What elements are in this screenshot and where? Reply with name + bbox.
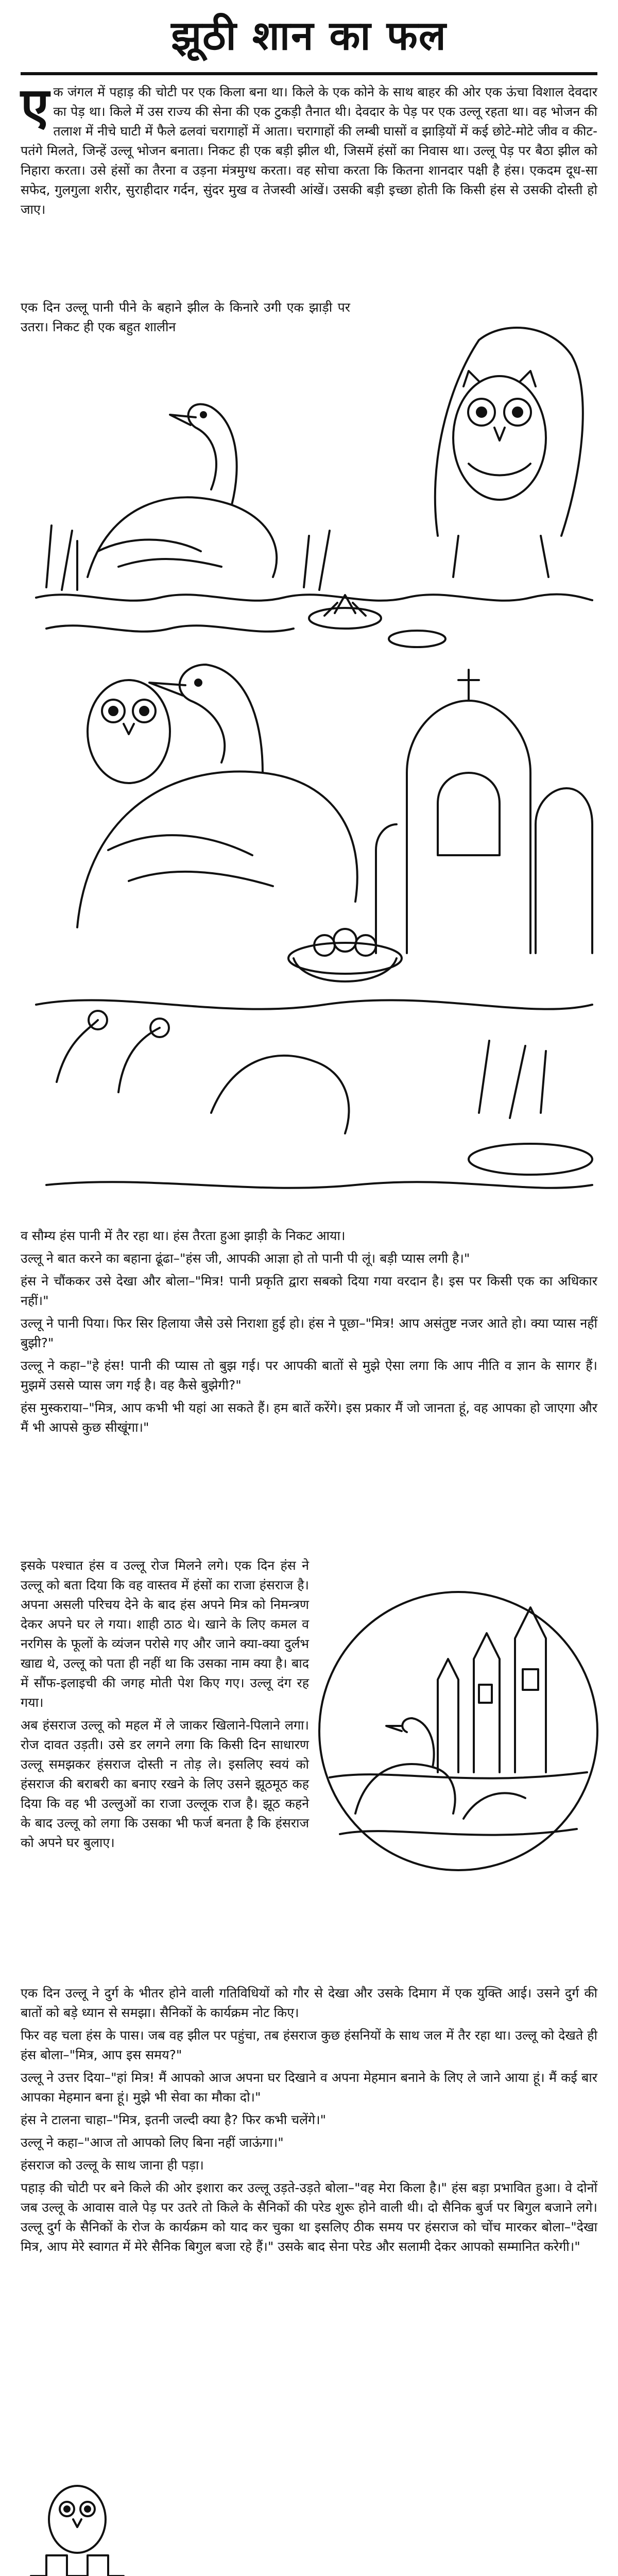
- castle-vignette-drawing: [309, 1577, 608, 1886]
- paragraph-intro: [21, 76, 597, 219]
- paragraph-4: उल्लू ने बात करने का बहाना ढूंढा–"हंस जी, आपकी आज्ञा हो तो पानी पी लूं। बड़ी प्यास लगी है।": [21, 1251, 470, 1266]
- paragraph-lake: एक दिन उल्लू पानी पीने के बहाने झील के किनारे उगी एक झाड़ी पर उतरा। निकट ही एक बहुत शालीन: [21, 300, 350, 334]
- paragraph-14: हंस ने टालना चाहा–"मित्र, इतनी जल्दी क्या है? फिर कभी चलेंगे।": [21, 2112, 327, 2127]
- paragraph-10: अब हंसराज उल्लू को महल में ले जाकर खिलाने-पिलाने लगा। रोज दावत उड़ती। उसे डर लगने लगा कि किसी दिन साधारण उल्लू समझकर हंसराज दोस्ती न तोड़ ले। इसलिए स्वयं को हंसराज की बराबरी का बनाए रखने के लिए उसने झूठमूठ कह दिया कि वह भी उल्लुओं का राजा उल्लूक राज है। झूठ कहने के बाद उल्लू को लगा कि उसका भी फर्ज बनता है कि हंसराज को अपने घर बुलाए।: [21, 1718, 309, 1850]
- paragraph-11: एक दिन उल्लू ने दुर्ग के भीतर होने वाली गतिविधियों को गौर से देखा और उसके दिमाग में एक युक्ति आई। उसने दुर्ग की बातों को बड़े ध्यान से समझा। सैनिकों के कार्यक्रम नोट किए।: [21, 1986, 597, 2020]
- text-block-plan: [21, 1984, 597, 2260]
- title-divider: [21, 72, 597, 75]
- illustration-lake-scene: [15, 309, 603, 1211]
- story-title: झूठी शान का फल: [171, 13, 447, 59]
- paragraph-16: हंसराज को उल्लू के साथ जाना ही पड़ा।: [21, 2158, 204, 2173]
- paragraph-15: उल्लू ने कहा–"आज तो आपको लिए बिना नहीं जाऊंगा।": [21, 2135, 284, 2150]
- text-block-dialogue: [21, 1226, 597, 1440]
- paragraph-7: उल्लू ने कहा–"हे हंस! पानी की प्यास तो बुझ गई। पर आपकी बातों से मुझे ऐसा लगा कि आप नीति व ज्ञान के सागर हैं। मुझमें उससे प्यास जग गई है। वह कैसे बुझेगी?": [21, 1358, 597, 1393]
- paragraph-17: पहाड़ की चोटी पर बने किले की ओर इशारा कर उल्लू उड़ते-उड़ते बोला–"वह मेरा किला है।" हंस बड़ा प्रभावित हुआ। वे दोनों जब उल्लू के आवास वाले पेड़ पर उतरे तो किले के सैनिकों की परेड शुरू होने वाली थी। दो सैनिक बुर्ज पर बिगुल बजाने लगे। उल्लू दुर्ग के सैनिकों के रोज के कार्यक्रम को याद कर चुका था इसलिए ठीक समय पर हंसराज को चोंच मारकर बोला–"देखा मित्र, आप मेरे स्वागत में मेरे सैनिक बिगुल बजा रहे हैं।" उसके बाद सेना परेड और सलामी देकर आपको सम्मानित करेगी।": [21, 2180, 597, 2254]
- paragraph-12: फिर वह चला हंस के पास। जब वह झील पर पहुंचा, तब हंसराज कुछ हंसनियों के साथ जल में तैर रहा था। उल्लू को देखते ही हंस बोला–"मित्र, आप इस समय?": [21, 2028, 597, 2062]
- paragraph-9: इसके पश्चात हंस व उल्लू रोज मिलने लगे। एक दिन हंस ने उल्लू को बता दिया कि वह वास्तव में हंसों का राजा हंसराज है। अपना असली परिचय देने के बाद हंस अपने मित्र को निमन्त्रण देकर अपने घर ले गया। शाही ठाठ थे। खाने के लिए कमल व नरगिस के फूलों के व्यंजन परोसे गए और जाने क्या-क्या दुर्लभ खाद्य थे, उल्लू को पता ही नहीं था कि उसका नाम क्या है। बाद में सौंफ-इलाइची की जगह मोती पेश किए गए। उल्लू दंग रह गया।: [21, 1558, 309, 1710]
- paragraph-intro-text: क जंगल में पहाड़ की चोटी पर एक किला बना था। किले के एक कोने के साथ बाहर की ओर एक ऊंचा विशाल देवदार का पेड़ था। किले में उस राज्य की सेना की एक टुकड़ी तैनात थी। देवदार के पेड़ पर एक उल्लू रहता था। वह भोजन की तलाश में नीचे घाटी में फैले ढलवां चरागाहों में आता। चरागाहों की लम्बी घासों व झाड़ियों में कई छोटे-मोटे जीव व कीट-पतंगे मिलते, जिन्हें उल्लू भोजन बनाता। निकट ही एक बड़ी झील थी, जिसमें हंसों का निवास था। उल्लू पेड़ पर बैठा झील को निहारा करता। उसे हंसों का तैरना व उड़ना मंत्रमुग्ध करता। वह सोचा करता कि कितना शानदार पक्षी है हंस। एकदम दूध-सा सफेद, गुलगुला शरीर, सुराहीदार गर्दन, सुंदर मुख व तेजस्वी आंखें। उसकी बड़ी इच्छा होती कि किसी हंस से उसकी दोस्ती हो जाए।: [21, 84, 597, 217]
- text-block-intro: [21, 76, 597, 223]
- paragraph-5: हंस ने चौंककर उसे देखा और बोला–"मित्र! पानी प्रकृति द्वारा सबको दिया गया वरदान है। इस पर किसी एक का अधिकार नहीं।": [21, 1274, 597, 1308]
- paragraph-13: उल्लू ने उत्तर दिया–"हां मित्र! मैं आपको आज अपना घर दिखाने व अपना मेहमान बनाने के लिए ले जाने आया हूं। मैं कई बार आपका मेहमान बना हूं। मुझे भी सेवा का मौका दो।": [21, 2070, 597, 2105]
- paragraph-8: हंस मुस्कराया–"मित्र, आप कभी भी यहां आ सकते हैं। हम बातें करेंगे। इस प्रकार मैं जो जानता हूं, वह आपका हो जाएगा और मैं भी आपसे कुछ सीखूंगा।": [21, 1400, 597, 1435]
- soldier-bugle-drawing: [15, 2421, 309, 2576]
- illustration-castle-vignette: [309, 1577, 608, 1886]
- lake-scene-drawing: [15, 309, 603, 1211]
- text-block-palace: [21, 1556, 309, 1856]
- paragraph-6: उल्लू ने पानी पिया। फिर सिर हिलाया जैसे उसे निराशा हुई हो। हंस ने पूछा–"मित्र! आप असंतुष्ट नजर आते हो। क्या प्यास नहीं बुझी?": [21, 1316, 597, 1350]
- paragraph-3: व सौम्य हंस पानी में तैर रहा था। हंस तैरता हुआ झाड़ी के निकट आया।: [21, 1228, 346, 1243]
- dropcap: ए: [21, 76, 49, 137]
- illustration-soldier-bugle: [15, 2421, 309, 2576]
